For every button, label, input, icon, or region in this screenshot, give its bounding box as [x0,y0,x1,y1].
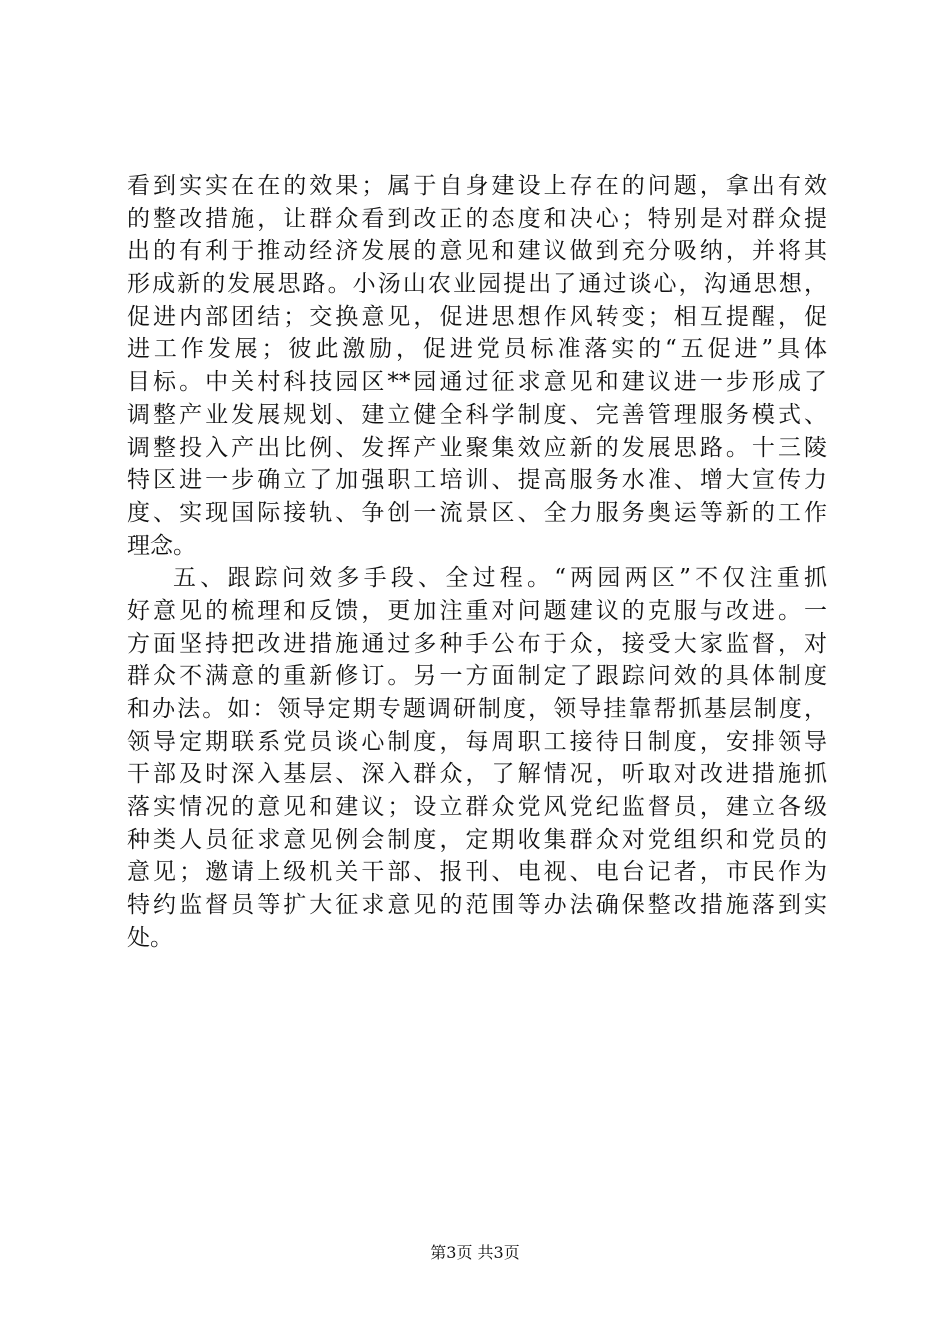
text-line: 处。 [127,924,173,951]
text-line: 调整投入产出比例、发挥产业聚集效应新的发展思路。十三陵 [127,434,827,461]
text-line: 调整产业发展规划、建立健全科学制度、完善管理服务模式、 [127,401,827,428]
text-line: 理念。 [127,532,196,559]
text-line: 群众不满意的重新修订。另一方面制定了跟踪问效的具体制度 [127,663,827,690]
text-line: 落实情况的意见和建议；设立群众党风党纪监督员，建立各级 [127,794,827,821]
text-line: 领导定期联系党员谈心制度，每周职工接待日制度，安排领导 [127,728,827,755]
text-line: 形成新的发展思路。小汤山农业园提出了通过谈心，沟通思想， [127,271,827,298]
paragraph-start-line: 五、跟踪问效多手段、全过程。“两园两区”不仅注重抓 [173,565,827,592]
text-line: 的整改措施，让群众看到改正的态度和决心；特别是对群众提 [127,205,827,232]
text-line: 意见；邀请上级机关干部、报刊、电视、电台记者，市民作为 [127,859,827,886]
text-line: 和办法。如：领导定期专题调研制度，领导挂靠帮抓基层制度， [127,696,827,722]
text-line: 出的有利于推动经济发展的意见和建议做到充分吸纳，并将其 [127,238,827,265]
text-line: 促进内部团结；交换意见，促进思想作风转变；相互提醒，促 [127,303,827,330]
text-line: 特区进一步确立了加强职工培训、提高服务水准、增大宣传力 [127,467,827,494]
text-line: 度、实现国际接轨、争创一流景区、全力服务奥运等新的工作 [127,499,827,526]
text-line: 进工作发展；彼此激励，促进党员标准落实的“五促进”具体 [127,336,827,363]
text-line: 好意见的梳理和反馈，更加注重对问题建议的克服与改进。一 [127,597,827,624]
page-number-footer: 第3页 共3页 [430,1243,520,1262]
text-line: 种类人员征求意见例会制度，定期收集群众对党组织和党员的 [127,826,827,853]
body-text [127,170,827,955]
text-line: 干部及时深入基层、深入群众，了解情况，听取对改进措施抓 [127,761,827,788]
text-line: 看到实实在在的效果；属于自身建设上存在的问题，拿出有效 [127,173,827,199]
text-line: 目标。中关村科技园区**园通过征求意见和建议进一步形成了 [127,369,827,396]
text-line: 方面坚持把改进措施通过多种手公布于众，接受大家监督，对 [127,630,827,657]
text-line: 特约监督员等扩大征求意见的范围等办法确保整改措施落到实 [127,892,827,919]
